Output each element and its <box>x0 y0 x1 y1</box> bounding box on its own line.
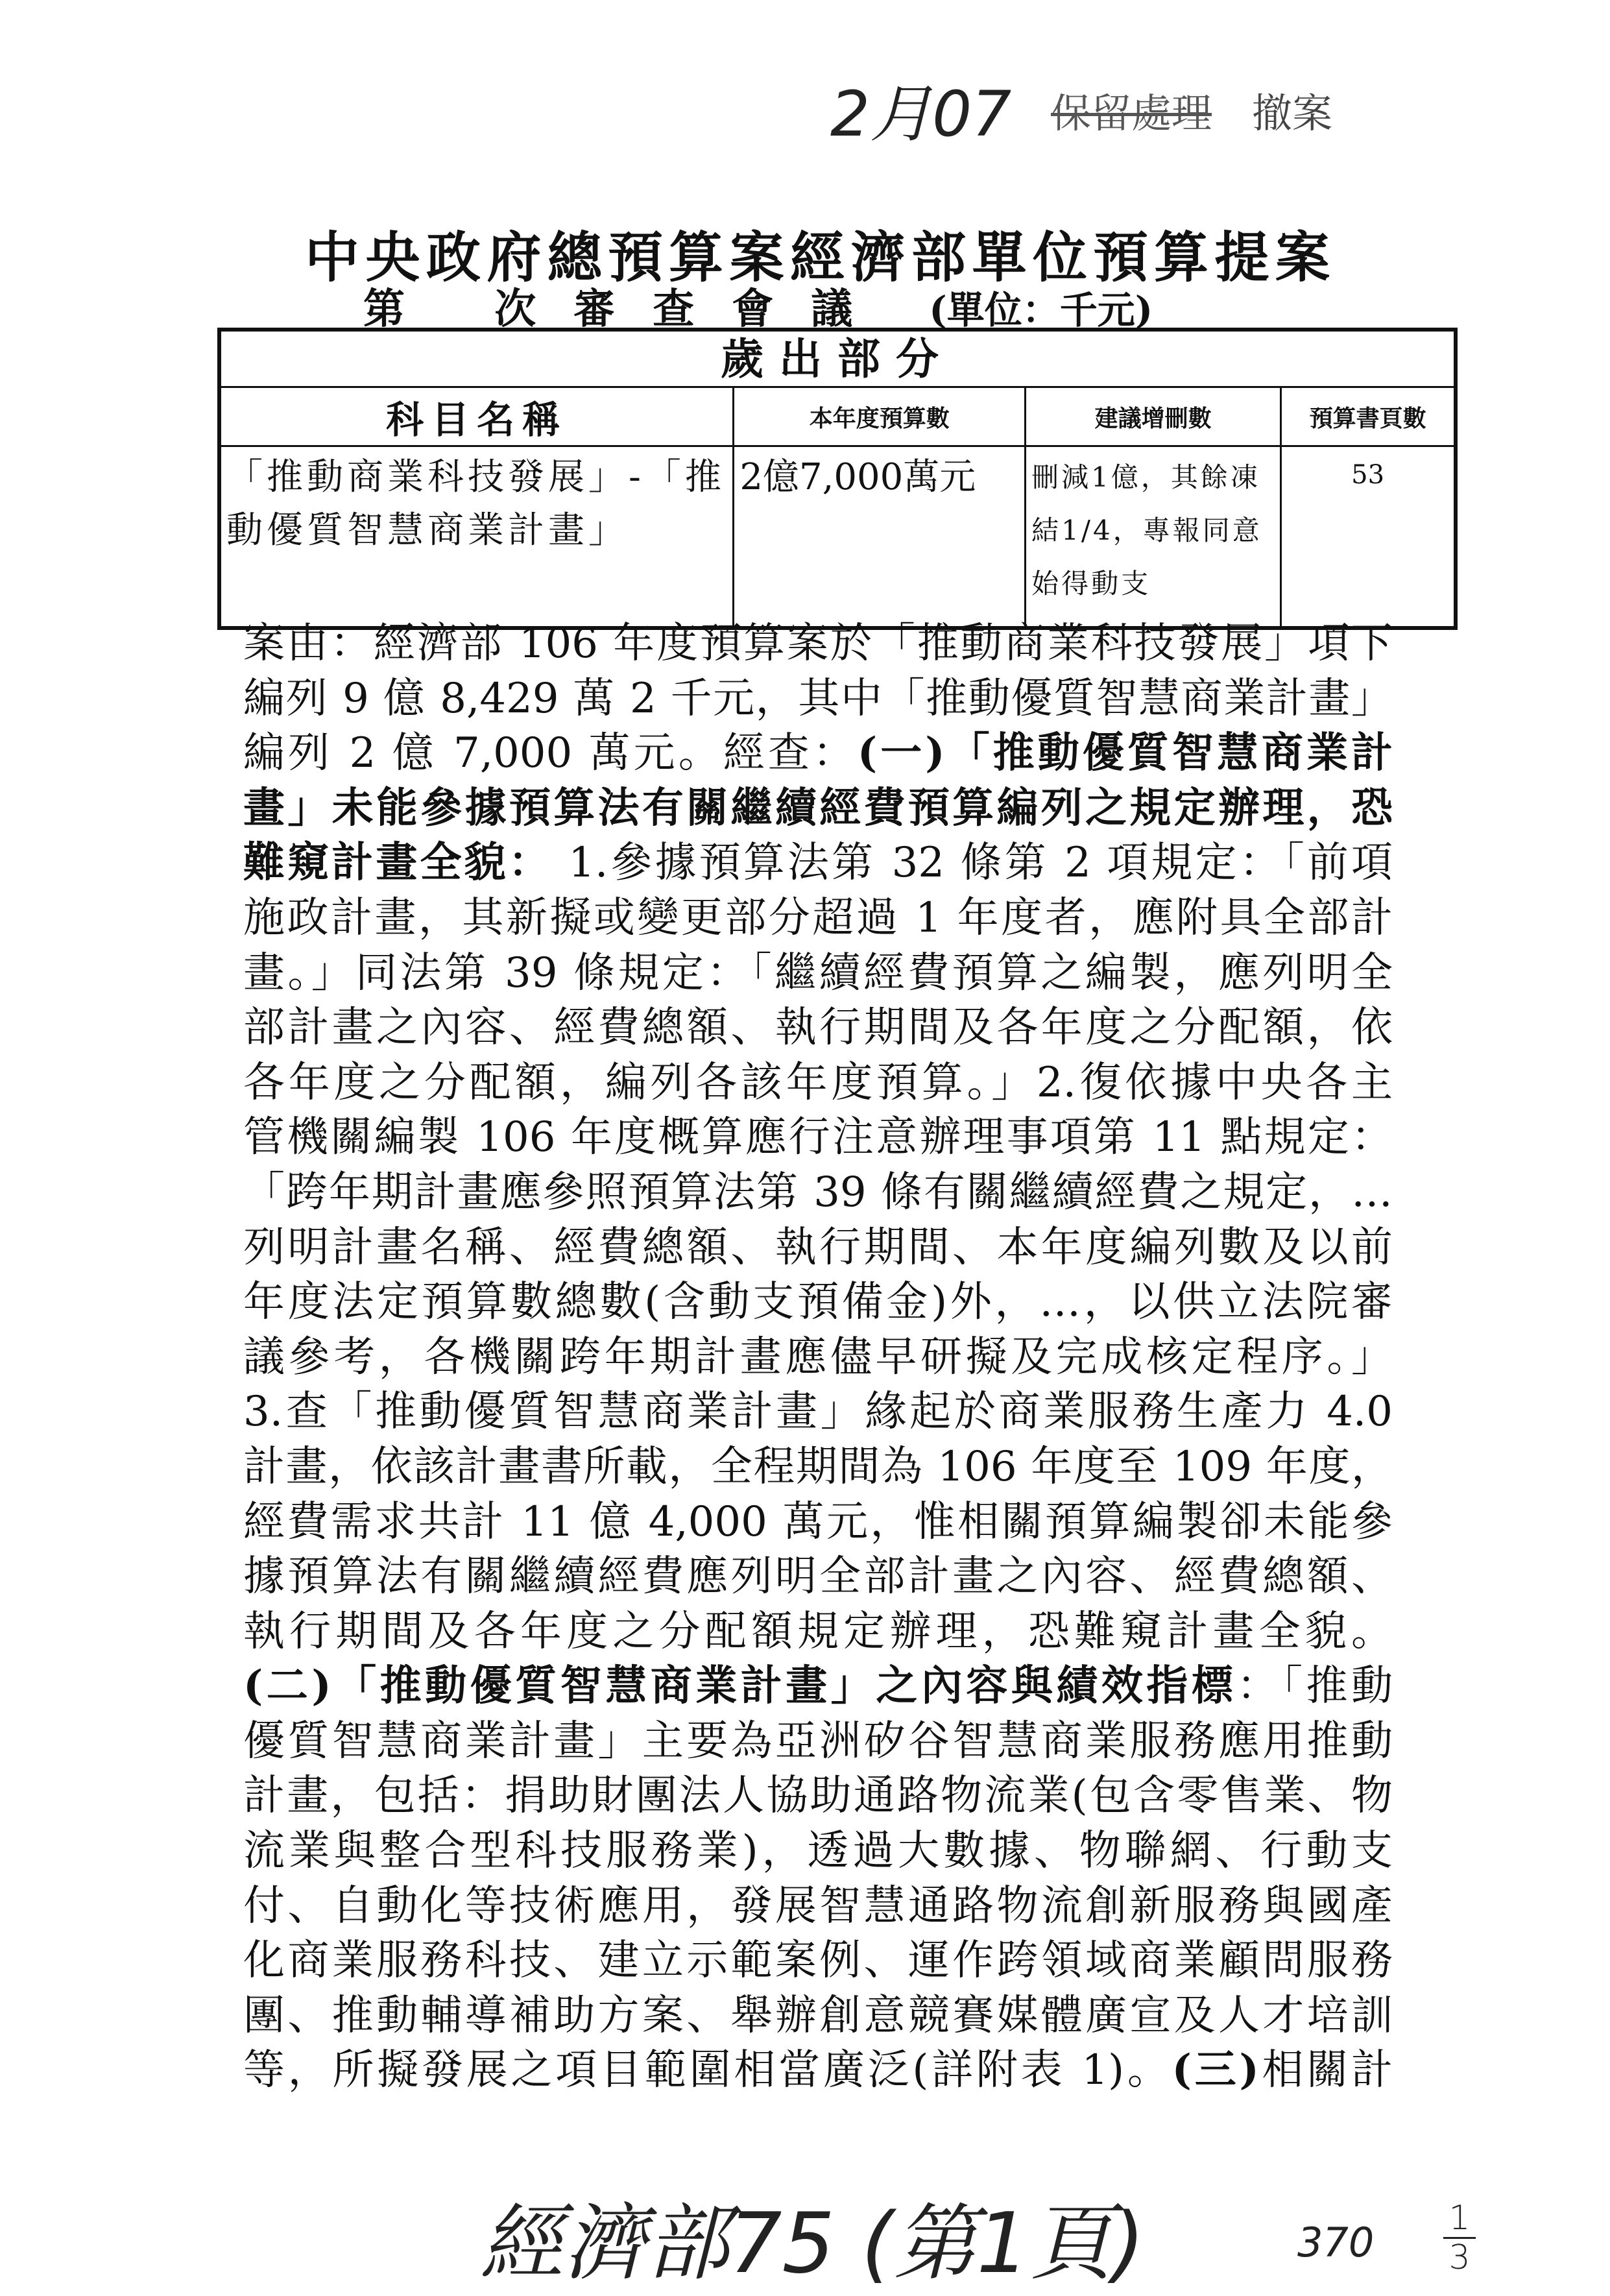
document-title: 中央政府總預算案經濟部單位預算提案 <box>305 225 1330 289</box>
bold-text-segment: (一)「推動優質智慧商業計 <box>857 729 1393 778</box>
text-segment: 3.查「推動優質智慧商業計畫」緣起於商業服務生產力 4.0 <box>243 1388 1393 1436</box>
bold-text-segment: (二)「推動優質智慧商業計畫」之內容與績效指標 <box>243 1662 1237 1711</box>
column-header-proposal: 建議增刪數 <box>1026 387 1281 446</box>
body-line <box>243 2043 1393 2098</box>
text-segment: 執行期間及各年度之分配額規定辦理，恐難窺計畫全貌。 <box>243 1607 1393 1656</box>
budget-cell: 2億7,000萬元 <box>734 446 1026 629</box>
text-segment: 年度法定預算數總數(含動支預備金)外，…，以供立法院審 <box>243 1278 1393 1327</box>
body-line <box>243 1220 1393 1275</box>
column-header-item: 科目名稱 <box>219 387 734 446</box>
text-segment: 1.參據預算法第 32 條第 2 項規定：「前項 <box>552 839 1393 888</box>
bold-text-segment: (三) <box>1171 2046 1259 2095</box>
body-line <box>243 1933 1393 1988</box>
handwritten-page-fraction <box>1443 2199 1476 2277</box>
body-line <box>243 1165 1393 1220</box>
text-segment: 等，所擬發展之項目範圍相當廣泛(詳附表 1)。 <box>243 2046 1172 2095</box>
body-line <box>243 1384 1393 1440</box>
body-line <box>243 671 1393 727</box>
handwritten-decision: 撤案 <box>1252 90 1333 137</box>
body-line <box>243 726 1393 781</box>
text-segment: 付、自動化等技術應用，發展智慧通路物流創新服務與國產 <box>243 1881 1393 1930</box>
body-line <box>243 1714 1393 1769</box>
text-segment: 流業與整合型科技服務業)，透過大數據、物聯網、行動支 <box>243 1827 1393 1876</box>
fraction-top: 1 <box>1448 2199 1471 2238</box>
text-segment: 「跨年期計畫應參照預算法第 39 條有關繼續經費之規定，… <box>243 1168 1393 1216</box>
body-line <box>243 836 1393 891</box>
handwritten-struck-note: 保留處理 <box>1051 90 1212 137</box>
document-subtitle <box>363 276 1153 335</box>
handwritten-date: 2月07 <box>830 78 1012 151</box>
body-line <box>243 1879 1393 1934</box>
fraction-bottom: 3 <box>1448 2238 1471 2277</box>
text-segment: 各年度之分配額，編列各該年度預算。」2.復依據中央各主 <box>243 1058 1393 1107</box>
text-segment: 計畫，依該計畫書所載，全程期間為 106 年度至 109 年度， <box>243 1442 1393 1491</box>
bold-text-segment: 畫」未能參據預算法有關繼續經費預算編列之規定辦理，恐 <box>243 783 1393 832</box>
unit-label: (單位：千元) <box>929 288 1153 332</box>
text-segment: ：「推動 <box>1236 1662 1393 1711</box>
text-segment: 相關計 <box>1258 2046 1393 2095</box>
case-body-text <box>243 616 1393 2098</box>
text-segment: 施政計畫，其新擬或變更部分超過 1 年度者，應附具全部計 <box>243 893 1393 942</box>
text-segment: 管機關編製 106 年度概算應行注意辦理事項第 11 點規定： <box>243 1113 1393 1162</box>
meeting-label: 第 次審查會議 <box>363 285 891 333</box>
budget-table <box>217 328 1458 630</box>
column-header-budget: 本年度預算數 <box>734 387 1026 446</box>
body-line <box>243 1275 1393 1330</box>
text-segment: 據預算法有關繼續經費應列明全部計畫之內容、經費總額、 <box>243 1553 1393 1601</box>
body-line <box>243 1495 1393 1550</box>
proposal-cell: 刪減1億，其餘凍結1/4，專報同意始得動支 <box>1026 446 1281 629</box>
page-cell: 53 <box>1281 446 1456 629</box>
body-line <box>243 1330 1393 1385</box>
body-line <box>243 1988 1393 2044</box>
handwritten-page-number: 370 <box>1297 2219 1375 2266</box>
text-segment: 計畫，包括：捐助財團法人協助通路物流業(包含零售業、物 <box>243 1772 1393 1820</box>
body-line <box>243 1824 1393 1879</box>
body-line <box>243 1056 1393 1111</box>
body-line <box>243 616 1393 671</box>
text-segment: 列明計畫名稱、經費總額、執行期間、本年度編列數及以前 <box>243 1223 1393 1272</box>
body-line <box>243 1110 1393 1165</box>
text-segment: 化商業服務科技、建立示範案例、運作跨領域商業顧問服務 <box>243 1937 1393 1985</box>
text-segment: 編列 9 億 8,429 萬 2 千元，其中「推動優質智慧商業計畫」 <box>243 674 1393 723</box>
bold-text-segment: 難窺計畫全貌： <box>243 838 553 888</box>
section-header: 歲出部分 <box>219 330 1456 387</box>
body-line <box>243 1000 1393 1056</box>
body-line <box>243 1549 1393 1604</box>
body-line <box>243 1659 1393 1714</box>
text-segment: 編列 2 億 7,000 萬元。經查： <box>243 729 858 778</box>
text-segment: 議參考，各機關跨年期計畫應儘早研擬及完成核定程序。」 <box>243 1333 1393 1381</box>
body-line <box>243 1440 1393 1495</box>
item-name-cell: 「推動商業科技發展」-「推動優質智慧商業計畫」 <box>219 446 734 629</box>
body-line <box>243 891 1393 946</box>
body-line <box>243 1604 1393 1660</box>
text-segment: 團、推動輔導補助方案、舉辦創意競賽媒體廣宣及人才培訓 <box>243 1991 1393 2040</box>
text-segment: 部計畫之內容、經費總額、執行期間及各年度之分配額，依 <box>243 1004 1393 1052</box>
body-line <box>243 781 1393 836</box>
text-segment: 畫。」同法第 39 條規定：「繼續經費預算之編製，應列明全 <box>243 949 1393 997</box>
text-segment: 經費需求共計 11 億 4,000 萬元，惟相關預算編製卻未能參 <box>243 1497 1393 1546</box>
column-header-page: 預算書頁數 <box>1281 387 1456 446</box>
body-line <box>243 946 1393 1001</box>
text-segment: 案由：經濟部 106 年度預算案於「推動商業科技發展」項下 <box>243 620 1393 668</box>
handwritten-footer: 經濟部75 (第1頁) <box>480 2195 1145 2292</box>
table-header-row <box>219 387 1456 446</box>
table-row <box>219 446 1456 629</box>
text-segment: 優質智慧商業計畫」主要為亞洲矽谷智慧商業服務應用推動 <box>243 1717 1393 1765</box>
body-line <box>243 1769 1393 1824</box>
